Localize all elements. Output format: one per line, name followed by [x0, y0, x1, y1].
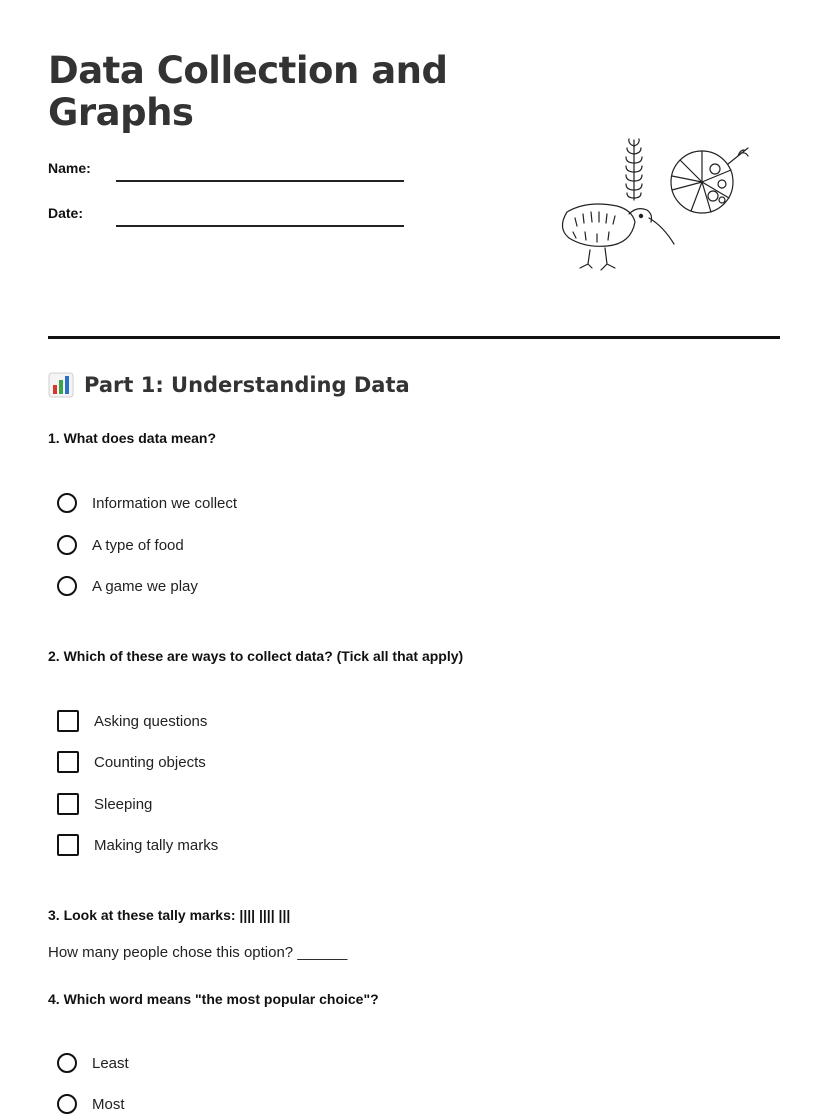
option-label: A type of food [92, 536, 184, 554]
checkbox[interactable] [57, 751, 79, 773]
section-heading-text: Part 1: Understanding Data [84, 373, 410, 397]
radio-button[interactable] [57, 576, 77, 596]
kiwi-bird-illustration [545, 132, 755, 277]
section-divider [48, 336, 780, 339]
option-label: Sleeping [94, 795, 153, 813]
q1-option-1[interactable] [57, 491, 237, 515]
bar-chart-icon [48, 372, 74, 398]
date-field[interactable] [116, 225, 404, 227]
q1-option-2[interactable] [57, 533, 184, 557]
q4-option-1[interactable] [57, 1051, 129, 1075]
option-label: Making tally marks [94, 836, 219, 854]
name-label: Name: [48, 160, 91, 176]
option-label: Least [92, 1054, 129, 1072]
q2-option-4[interactable] [57, 833, 218, 857]
page-title: Data Collection and Graphs [48, 49, 448, 134]
radio-button[interactable] [57, 535, 77, 555]
checkbox[interactable] [57, 834, 79, 856]
q4-option-2[interactable] [57, 1092, 125, 1116]
section-heading-part-1 [48, 372, 410, 398]
date-label: Date: [48, 205, 84, 221]
radio-button[interactable] [57, 1053, 77, 1073]
checkbox[interactable] [57, 793, 79, 815]
option-label: Asking questions [94, 712, 208, 730]
question-3: 3. Look at these tally marks: |||| |||| ||| [48, 907, 291, 923]
option-label: Information we collect [92, 494, 238, 512]
radio-button[interactable] [57, 493, 77, 513]
q2-option-1[interactable] [57, 709, 207, 733]
question-2: 2. Which of these are ways to collect data? (Tick all that apply) [48, 648, 464, 664]
q2-option-3[interactable] [57, 792, 152, 816]
question-4: 4. Which word means "the most popular choice"? [48, 991, 379, 1007]
name-field[interactable] [116, 180, 404, 182]
checkbox[interactable] [57, 710, 79, 732]
question-1: 1. What does data mean? [48, 430, 217, 446]
q1-option-3[interactable] [57, 574, 198, 598]
question-3-answer[interactable]: How many people chose this option? ______ [48, 944, 348, 961]
option-label: Counting objects [94, 753, 206, 771]
radio-button[interactable] [57, 1094, 77, 1114]
option-label: A game we play [92, 577, 198, 595]
option-label: Most [92, 1095, 125, 1113]
q2-option-2[interactable] [57, 750, 206, 774]
